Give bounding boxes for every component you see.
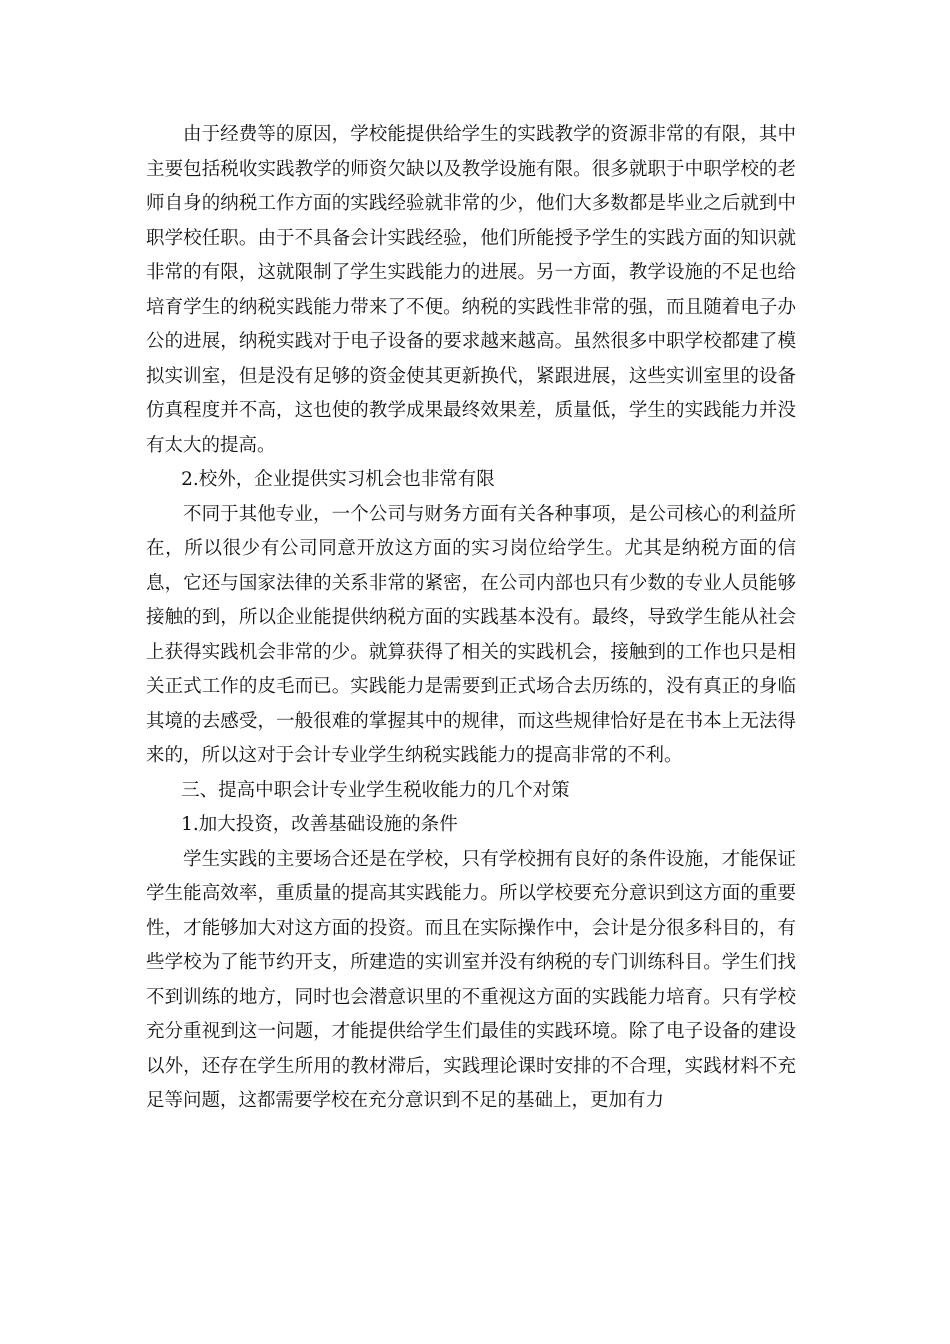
body-paragraph: 学生实践的主要场合还是在学校，只有学校拥有良好的条件设施，才能保证学生能高效率，重质量的提高其实践能力。所以学校要充分意识到这方面的重要性，才能够加大对这方面的投资。而且在实际操作中，会计是分很多科目的，有些学校为了能节约开支，所建造的实训室并没有纳税的专门训练科目。学生们找不到训练的地方，同时也会潜意识里的不重视这方面的实践能力培育。只有学校充分重视到这一问题，才能提供给学生们最佳的实践环境。除了电子设备的建设以外，还存在学生所用的教材滞后，实践理论课时安排的不合理，实践材料不充足等问题，这都需要学校在充分意识到不足的基础上，更加有力	[146, 848, 796, 1111]
section-heading: 三、提高中职会计专业学生税收能力的几个对策	[181, 779, 570, 801]
body-paragraph: 不同于其他专业，一个公司与财务方面有关各种事项，是公司核心的利益所在，所以很少有公司同意开放这方面的实习岗位给学生。尤其是纳税方面的信息，它还与国家法律的关系非常的紧密，在公司内部也只有少数的专业人员能够接触的到，所以企业能提供纳税方面的实践基本没有。最终，导致学生能从社会上获得实践机会非常的少。就算获得了相关的实践机会，接触到的工作也只是相关正式工作的皮毛而已。实践能力是需要到正式场合去历练的，没有真正的身临其境的去感受，一般很难的掌握其中的规律，而这些规律恰好是在书本上无法得来的，所以这对于会计专业学生纳税实践能力的提高非常的不利。	[146, 503, 796, 766]
section-subheading: 2.校外，企业提供实习机会也非常有限	[181, 469, 495, 490]
document-body	[146, 118, 796, 1119]
section-subheading: 1.加大投资，改善基础设施的条件	[181, 814, 458, 835]
body-paragraph: 由于经费等的原因，学校能提供给学生的实践教学的资源非常的有限，其中主要包括税收实践教学的师资欠缺以及教学设施有限。很多就职于中职学校的老师自身的纳税工作方面的实践经验就非常的少，他们大多数都是毕业之后就到中职学校任职。由于不具备会计实践经验，他们所能授予学生的实践方面的知识就非常的有限，这就限制了学生实践能力的进展。另一方面，教学设施的不足也给培育学生的纳税实践能力带来了不便。纳税的实践性非常的强，而且随着电子办公的进展，纳税实践对于电子设备的要求越来越高。虽然很多中职学校都建了模拟实训室，但是没有足够的资金使其更新换代，紧跟进展，这些实训室里的设备仿真程度并不高，这也使的教学成果最终效果差，质量低，学生的实践能力并没有太大的提高。	[146, 124, 796, 456]
